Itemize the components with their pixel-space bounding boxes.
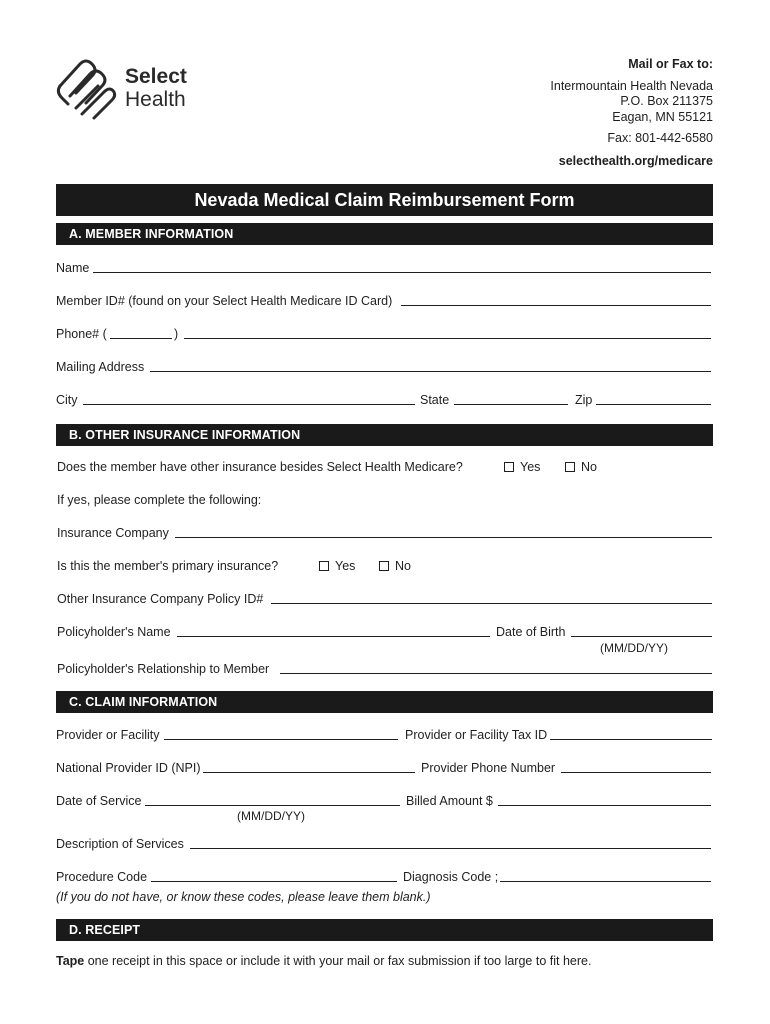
date-of-service-label: Date of Service bbox=[56, 794, 142, 808]
procedure-code-field[interactable] bbox=[151, 881, 397, 882]
logo-line-1: Select bbox=[125, 65, 187, 88]
logo-wordmark bbox=[125, 65, 187, 111]
section-a-header: A. MEMBER INFORMATION bbox=[56, 223, 713, 245]
name-field[interactable] bbox=[93, 272, 711, 273]
phone-paren-close: ) bbox=[174, 327, 179, 341]
npi-field[interactable] bbox=[203, 772, 415, 773]
date-of-birth-label: Date of Birth bbox=[496, 625, 566, 639]
policyholder-name-field[interactable] bbox=[177, 636, 490, 637]
procedure-code-label: Procedure Code bbox=[56, 870, 148, 884]
form-title: Nevada Medical Claim Reimbursement Form bbox=[56, 184, 713, 216]
no-label: No bbox=[581, 460, 597, 474]
zip-label: Zip bbox=[575, 393, 593, 407]
relationship-label: Policyholder's Relationship to Member bbox=[57, 662, 270, 676]
state-field[interactable] bbox=[454, 404, 568, 405]
checkbox-icon bbox=[379, 561, 389, 571]
select-health-logo-icon bbox=[56, 56, 118, 122]
other-insurance-yes-checkbox[interactable] bbox=[504, 460, 540, 474]
description-field[interactable] bbox=[190, 848, 711, 849]
mail-heading: Mail or Fax to: bbox=[628, 57, 713, 71]
fax-number: Fax: 801-442-6580 bbox=[607, 131, 713, 145]
city-label: City bbox=[56, 393, 78, 407]
provider-phone-field[interactable] bbox=[561, 772, 711, 773]
other-insurance-no-checkbox[interactable] bbox=[565, 460, 597, 474]
provider-phone-label: Provider Phone Number bbox=[421, 761, 556, 775]
member-id-field[interactable] bbox=[401, 305, 711, 306]
policy-id-label: Other Insurance Company Policy ID# bbox=[57, 592, 264, 606]
dos-format-hint: (MM/DD/YY) bbox=[237, 809, 305, 823]
insurance-company-field[interactable] bbox=[175, 537, 712, 538]
diagnosis-code-field[interactable] bbox=[500, 881, 711, 882]
phone-number-field[interactable] bbox=[184, 338, 711, 339]
section-c-header: C. CLAIM INFORMATION bbox=[56, 691, 713, 713]
receipt-instruction-text: one receipt in this space or include it with your mail or fax submission if too large to fit here. bbox=[84, 954, 592, 968]
diagnosis-code-label: Diagnosis Code ; bbox=[403, 870, 499, 884]
relationship-field[interactable] bbox=[280, 673, 712, 674]
provider-tax-id-field[interactable] bbox=[550, 739, 712, 740]
primary-yes-checkbox[interactable] bbox=[319, 559, 355, 573]
yes-label: Yes bbox=[335, 559, 356, 573]
if-yes-instruction: If yes, please complete the following: bbox=[57, 493, 262, 507]
description-label: Description of Services bbox=[56, 837, 184, 851]
member-id-label: Member ID# (found on your Select Health Medicare ID Card) bbox=[56, 294, 393, 308]
billed-amount-field[interactable] bbox=[498, 805, 711, 806]
tape-word: Tape bbox=[56, 954, 85, 968]
provider-field[interactable] bbox=[164, 739, 398, 740]
checkbox-icon bbox=[565, 462, 575, 472]
policy-id-field[interactable] bbox=[271, 603, 712, 604]
website-link[interactable]: selecthealth.org/medicare bbox=[558, 153, 713, 168]
provider-label: Provider or Facility bbox=[56, 728, 160, 742]
npi-label: National Provider ID (NPI) bbox=[56, 761, 201, 775]
checkbox-icon bbox=[504, 462, 514, 472]
checkbox-icon bbox=[319, 561, 329, 571]
section-b-header: B. OTHER INSURANCE INFORMATION bbox=[56, 424, 713, 446]
section-d-header: D. RECEIPT bbox=[56, 919, 713, 941]
address-line-2: P.O. Box 211375 bbox=[620, 94, 713, 108]
provider-tax-id-label: Provider or Facility Tax ID bbox=[405, 728, 548, 742]
other-insurance-question: Does the member have other insurance besides Select Health Medicare? bbox=[57, 460, 463, 474]
address-line-3: Eagan, MN 55121 bbox=[612, 109, 713, 124]
address-line-1: Intermountain Health Nevada bbox=[550, 78, 713, 93]
select-health-logo bbox=[56, 56, 206, 122]
no-label: No bbox=[395, 559, 411, 573]
codes-note: (If you do not have, or know these codes, please leave them blank.) bbox=[56, 890, 431, 904]
policyholder-name-label: Policyholder's Name bbox=[57, 625, 171, 639]
logo-line-2: Health bbox=[125, 88, 186, 111]
city-field[interactable] bbox=[83, 404, 415, 405]
name-label: Name bbox=[56, 261, 90, 275]
date-of-birth-field[interactable] bbox=[571, 636, 712, 637]
phone-area-code-field[interactable] bbox=[110, 338, 172, 339]
insurance-company-label: Insurance Company bbox=[57, 526, 169, 540]
primary-no-checkbox[interactable] bbox=[379, 559, 411, 573]
yes-label: Yes bbox=[520, 460, 541, 474]
phone-label: Phone# ( bbox=[56, 327, 107, 341]
mail-fax-block bbox=[550, 57, 713, 169]
mailing-address-label: Mailing Address bbox=[56, 360, 145, 374]
billed-amount-label: Billed Amount $ bbox=[406, 794, 493, 808]
receipt-instruction bbox=[56, 954, 591, 968]
primary-insurance-question: Is this the member's primary insurance? bbox=[57, 559, 279, 573]
date-of-service-field[interactable] bbox=[145, 805, 400, 806]
mailing-address-field[interactable] bbox=[150, 371, 711, 372]
state-label: State bbox=[420, 393, 450, 407]
zip-field[interactable] bbox=[596, 404, 711, 405]
dob-format-hint: (MM/DD/YY) bbox=[600, 641, 668, 655]
